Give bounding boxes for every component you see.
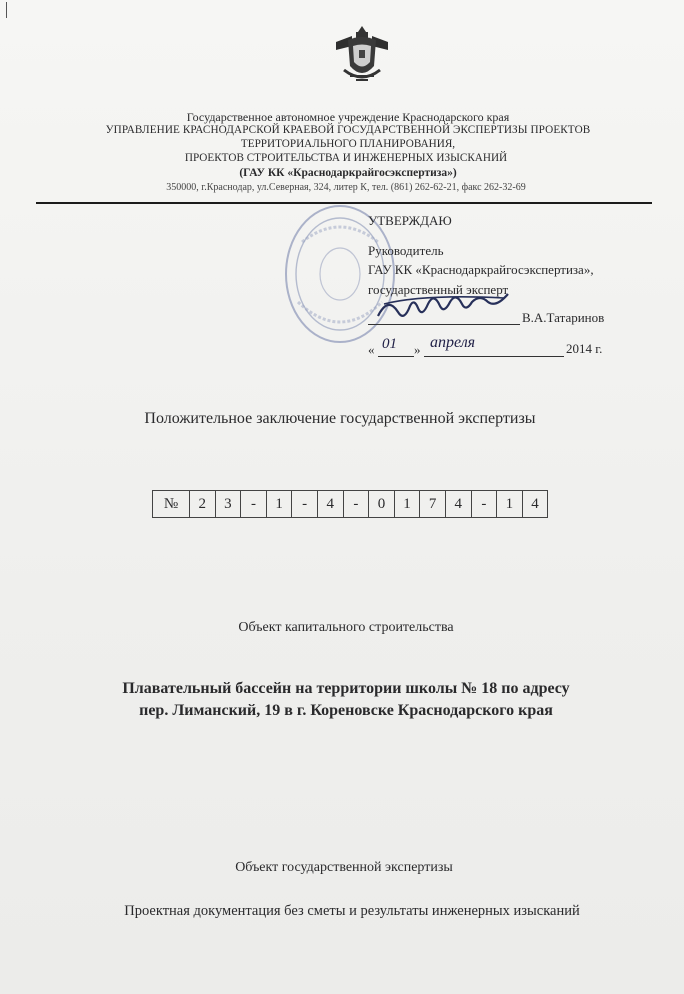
approval-role: Руководитель: [368, 243, 444, 258]
number-digit: 1: [394, 491, 420, 517]
number-digit: -: [240, 491, 266, 517]
object-name-line2: пер. Лиманский, 19 в г. Кореновске Краснодарского края: [139, 702, 553, 719]
handwritten-signature: [374, 292, 524, 328]
header-address: 350000, г.Краснодар, ул.Северная, 324, литер К, тел. (861) 262-62-21, факс 262-32-69: [166, 182, 526, 193]
date-month-line: [424, 356, 564, 357]
object-name: [4, 678, 684, 722]
number-digit: -: [291, 491, 317, 517]
number-label: №: [163, 495, 179, 512]
number-digit: 3: [215, 491, 241, 517]
expertise-heading: Объект государственной экспертизы: [235, 860, 453, 875]
date-month: апреля: [430, 334, 476, 351]
number-digit: 4: [317, 491, 343, 517]
approver-name: В.А.Татаринов: [522, 310, 605, 325]
approval-heading: УТВЕРЖДАЮ: [368, 213, 452, 228]
header-department: УПРАВЛЕНИЕ КРАСНОДАРСКОЙ КРАЕВОЙ ГОСУДАРСТВЕННОЙ ЭКСПЕРТИЗЫ ПРОЕКТОВ: [105, 124, 591, 136]
number-digit: 1: [266, 491, 292, 517]
date-year: 2014 г.: [566, 341, 603, 356]
number-digit: 1: [496, 491, 522, 517]
number-digit: 4: [445, 491, 471, 517]
page-edge-mark: [6, 2, 7, 18]
header-department-cont2: ПРОЕКТОВ СТРОИТЕЛЬСТВА И ИНЖЕНЕРНЫХ ИЗЫСКАНИЙ: [184, 152, 508, 164]
approval-position: государственный эксперт: [368, 282, 509, 297]
coat-of-arms-emblem: [326, 20, 398, 92]
number-digit: 7: [419, 491, 445, 517]
date-day-line: [378, 356, 414, 357]
number-digit: -: [471, 491, 497, 517]
header-department-cont: ТЕРРИТОРИАЛЬНОГО ПЛАНИРОВАНИЯ,: [240, 138, 456, 150]
object-name-line1: Плавательный бассейн на территории школы № 18 по адресу: [122, 680, 570, 697]
number-digit: 0: [368, 491, 394, 517]
number-digit: -: [343, 491, 369, 517]
date-day: 01: [382, 336, 397, 352]
object-heading: Объект капитального строительства: [238, 620, 454, 635]
header-institution: Государственное автономное учреждение Краснодарского края: [186, 110, 510, 124]
document-title: Положительное заключение государственной экспертизы: [144, 410, 536, 427]
approval-organization: ГАУ КК «Краснодаркрайгосэкспертиза»,: [368, 262, 594, 277]
number-digit: 4: [522, 491, 548, 517]
number-digit: 2: [189, 491, 215, 517]
date-quote-close: »: [414, 342, 421, 357]
conclusion-number-box: [152, 490, 548, 518]
header-abbreviation: (ГАУ КК «Краснодаркрайгосэкспертиза»): [239, 167, 457, 179]
signature-line: [368, 324, 520, 325]
date-quote-open: «: [368, 342, 375, 357]
expertise-value: Проектная документация без сметы и результаты инженерных изысканий: [124, 903, 580, 919]
